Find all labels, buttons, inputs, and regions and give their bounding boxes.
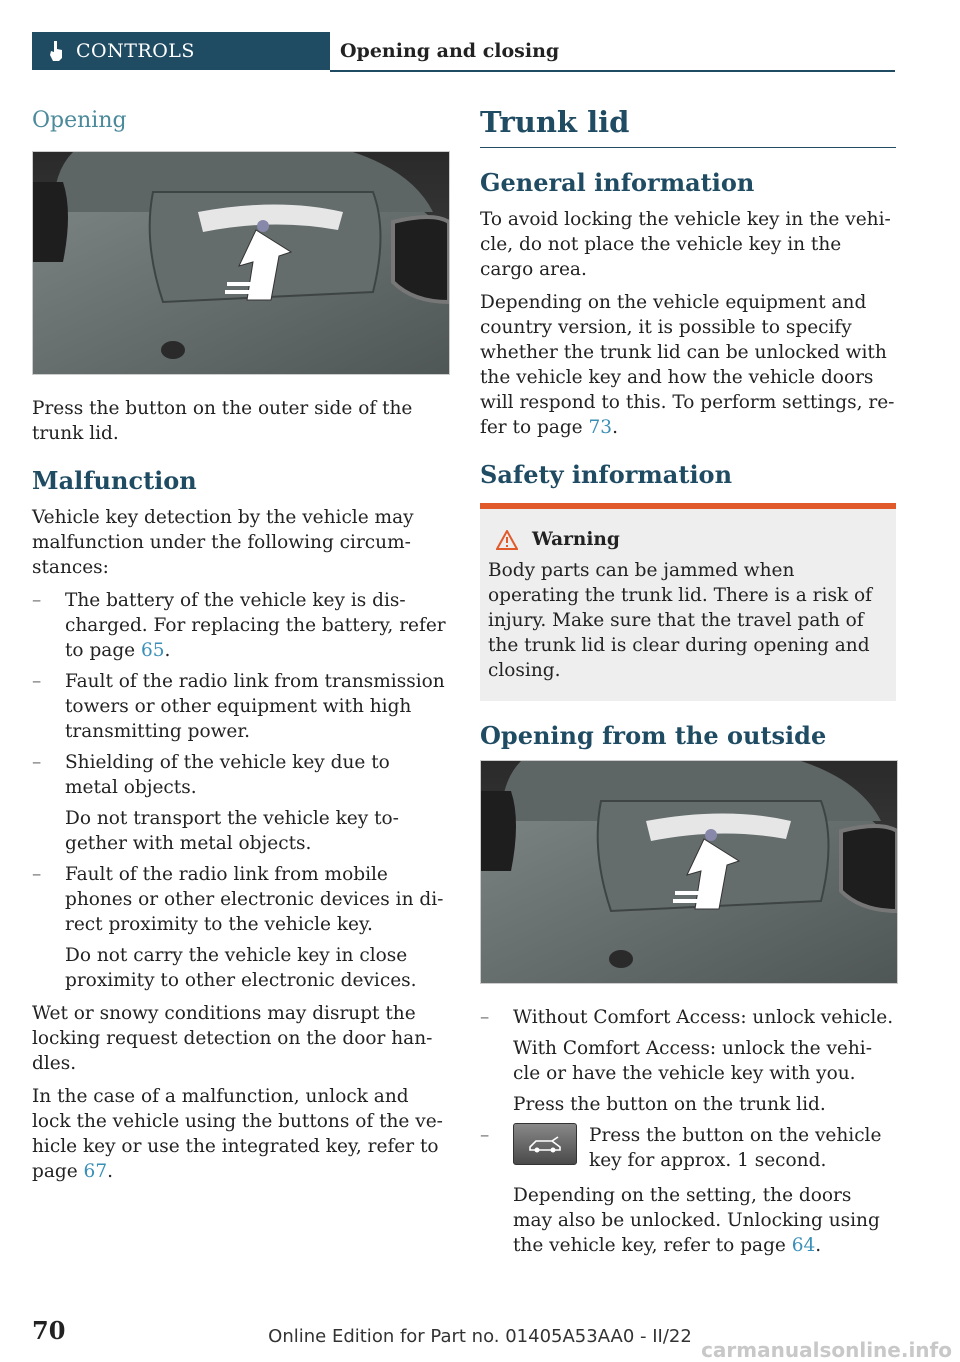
- opening-heading: Opening: [32, 108, 127, 133]
- punctuation: .: [107, 1161, 113, 1182]
- list-item-note: Press the button on the trunk lid.: [513, 1094, 826, 1115]
- list-item-text: – Press the button on the vehicle key for approx. 1 second.: [589, 1125, 882, 1171]
- general-info-text-2-body: Depending on the vehicle equipment and country version, it is possible to specify whether the trunk lid can be unlocked with the vehicle key and how the vehicle doors will respond to this. To perform settings, re-fer to page: [480, 292, 895, 438]
- wet-conditions-text: Wet or snowy conditions may disrupt the locking request detection on the door han-dles.: [32, 1003, 433, 1074]
- list-item-text: – Without Comfort Access: unlock vehicle.: [513, 1007, 894, 1028]
- page-header: [32, 32, 895, 72]
- general-info-text-1: To avoid locking the vehicle key in the vehi-cle, do not place the vehicle key in the cargo area.: [480, 209, 891, 280]
- general-info-text-2: [480, 290, 896, 440]
- left-column: [32, 100, 448, 1192]
- section-title: CONTROLS: [76, 40, 195, 62]
- malfunction-instructions: [32, 1084, 448, 1184]
- malfunction-intro: Vehicle key detection by the vehicle may malfunction under the following circum-stances:: [32, 507, 414, 578]
- trunk-lid-photo: [32, 151, 450, 375]
- warning-text: Body parts can be jammed when operating the trunk lid. There is a risk of injury. Make sure that the travel path of the trunk lid is clear during opening and closing.: [488, 560, 873, 681]
- edition-footer: Online Edition for Part no. 01405A53AA0 - II/22: [268, 1326, 692, 1347]
- punctuation: .: [612, 417, 618, 438]
- list-item-text: The battery of the vehicle key is dis-charged. For replacing the battery, refer to page: [65, 590, 446, 661]
- list-item: [32, 750, 448, 856]
- malfunction-instructions-text: In the case of a malfunction, unlock and lock the vehicle using the buttons of the ve-hicle key or use the integrated key, refer to page: [32, 1086, 443, 1182]
- list-item-note: Do not transport the vehicle key to-gether with metal objects.: [65, 808, 399, 854]
- list-item-text: – Shielding of the vehicle key due to metal objects.: [65, 752, 390, 798]
- opening-outside-list: [480, 1005, 896, 1258]
- page-link[interactable]: 73: [588, 417, 613, 438]
- list-item: [32, 669, 448, 744]
- trunk-lid-outside-photo: [480, 760, 898, 984]
- right-column: [480, 100, 896, 1266]
- warning-header: [488, 527, 888, 552]
- safety-info-heading: Safety information: [480, 460, 733, 489]
- list-item-note-text: Depending on the setting, the doors may also be unlocked. Unlocking using the vehicle key, refer to page: [513, 1185, 880, 1256]
- list-item-text: – Fault of the radio link from mobile phones or other electronic devices in di-rect proximity to the vehicle key.: [65, 864, 444, 935]
- section-tab: [32, 32, 330, 70]
- list-item: [32, 588, 448, 663]
- warning-title: Warning: [532, 529, 620, 550]
- warning-box: [480, 503, 896, 701]
- page-link[interactable]: 67: [83, 1161, 108, 1182]
- malfunction-list: [32, 588, 448, 993]
- warning-triangle-icon: [496, 530, 518, 550]
- malfunction-heading: Malfunction: [32, 466, 197, 495]
- punctuation: .: [164, 640, 171, 661]
- list-item-note: With Comfort Access: unlock the vehi-cle or have the vehicle key with you.: [513, 1038, 872, 1084]
- opening-text: Press the button on the outer side of the trunk lid.: [32, 398, 413, 444]
- chapter-title: Opening and closing: [340, 40, 560, 62]
- list-item-note: [513, 1183, 896, 1258]
- list-item-note: Do not carry the vehicle key in close proximity to other electronic devices.: [65, 945, 417, 991]
- trunk-lid-title: Trunk lid: [480, 110, 896, 148]
- pointing-hand-icon: [48, 40, 64, 62]
- list-item: [480, 1005, 896, 1117]
- list-item-text: – Fault of the radio link from transmission towers or other equipment with high transmitting power.: [65, 671, 445, 742]
- vehicle-key-trunk-button-icon: [513, 1123, 577, 1165]
- general-info-heading: General information: [480, 168, 755, 197]
- punctuation: .: [815, 1235, 822, 1256]
- watermark: carmanualsonline.info: [701, 1338, 952, 1362]
- list-item: [32, 862, 448, 993]
- page-link[interactable]: 64: [791, 1235, 816, 1256]
- header-divider: [330, 70, 895, 72]
- page-number: 70: [32, 1316, 66, 1345]
- list-item: [480, 1123, 896, 1258]
- opening-outside-heading: Opening from the outside: [480, 721, 827, 750]
- page-link[interactable]: 65: [141, 640, 165, 661]
